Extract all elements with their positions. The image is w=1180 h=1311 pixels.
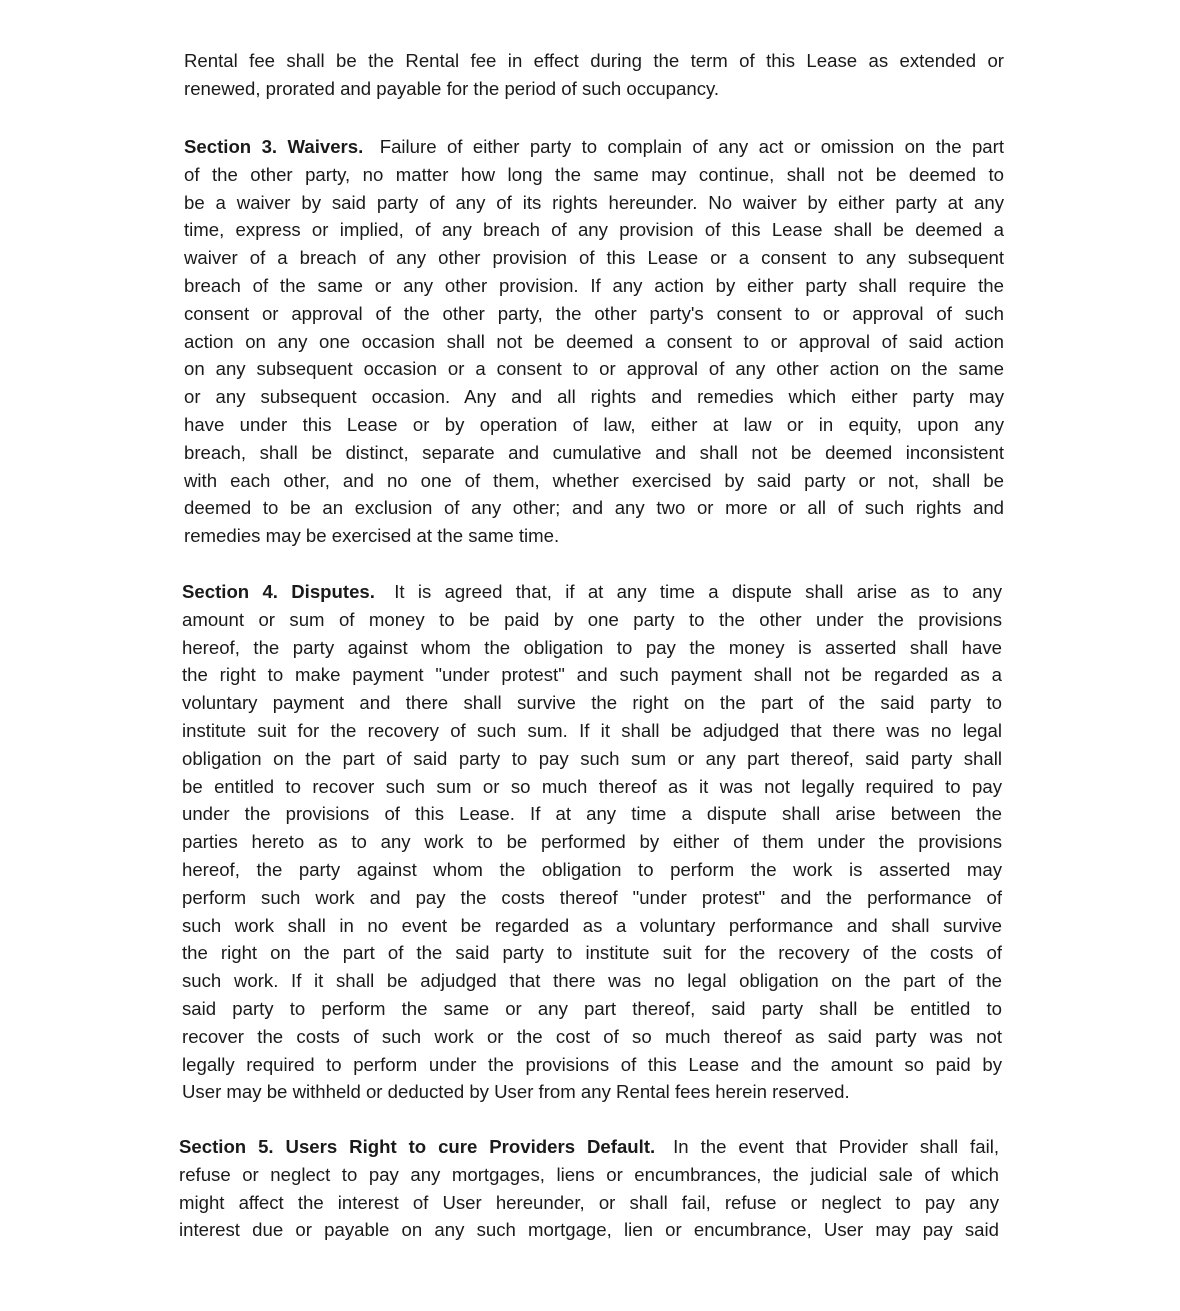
text-line [182,912,1002,940]
section-4-disputes [182,578,1002,1106]
line-text: be entitled to recover such sum or so much thereof as it was not legally required to pay [182,775,1002,797]
text-line [182,967,1002,995]
text-line [182,773,1002,801]
line-text: the right on the part of the said party to institute suit for the recovery of the costs of [182,942,1002,964]
text-line [184,216,1004,244]
line-text: the right to make payment "under protest" and such payment shall not be regarded as a [182,664,1002,686]
line-text: of the other party, no matter how long the same may continue, shall not be deemed to [184,163,1004,185]
line-text: such work. If it shall be adjudged that there was no legal obligation on the part of the [182,970,1002,992]
line-text: or any subsequent occasion. Any and all rights and remedies which either party may [184,386,1004,408]
text-line [184,300,1004,328]
text-line [182,1023,1002,1051]
line-text: obligation on the part of said party to pay such sum or any part thereof, said party shall [182,747,1002,769]
text-line [182,939,1002,967]
text-line [182,828,1002,856]
line-text: renewed, prorated and payable for the period of such occupancy. [184,77,720,99]
text-line [179,1161,999,1189]
text-line [184,522,1004,550]
text-line [182,661,1002,689]
text-line [182,717,1002,745]
line-text: waiver of a breach of any other provision of this Lease or a consent to any subsequent [184,247,1004,269]
line-text: consent or approval of the other party, the other party's consent to or approval of such [184,302,1004,324]
line-text: hereof, the party against whom the obligation to pay the money is asserted shall have [182,636,1002,658]
line-text: perform such work and pay the costs thereof "under protest" and the performance of [182,886,1002,908]
line-text: breach, shall be distinct, separate and cumulative and shall not be deemed inconsistent [184,441,1004,463]
line-text: deemed to be an exclusion of any other; and any two or more or all of such rights and [184,497,1004,519]
text-line [182,1051,1002,1079]
line-text: under the provisions of this Lease. If at any time a dispute shall arise between the [182,803,1002,825]
line-text: amount or sum of money to be paid by one party to the other under the provisions [182,608,1002,630]
line-text: action on any one occasion shall not be deemed a consent to or approval of said action [184,330,1004,352]
text-line [182,606,1002,634]
line-text: hereof, the party against whom the obligation to perform the work is asserted may [182,858,1002,880]
text-line [184,328,1004,356]
line-text: Failure of either party to complain of any act or omission on the part [379,136,1004,157]
text-line [179,1133,999,1161]
text-line [184,189,1004,217]
text-line [182,578,1002,606]
text-line [184,272,1004,300]
text-line [184,355,1004,383]
section-5-users-right-to-cure [179,1133,999,1244]
text-line [182,884,1002,912]
text-line [184,494,1004,522]
text-line [179,1216,999,1244]
line-text: parties hereto as to any work to be performed by either of them under the provisions [182,831,1002,853]
line-text: legally required to perform under the provisions of this Lease and the amount so paid by [182,1053,1002,1075]
line-text: interest due or payable on any such mortgage, lien or encumbrance, User may pay said [179,1219,999,1241]
section-heading: Section 3. Waivers. [184,136,364,157]
line-text: institute suit for the recovery of such sum. If it shall be adjudged that there was no legal [182,719,1002,741]
line-text: said party to perform the same or any part thereof, said party shall be entitled to [182,997,1002,1019]
text-line [182,1078,1002,1106]
line-text: It is agreed that, if at any time a dispute shall arise as to any [394,581,1002,602]
line-text: time, express or implied, of any breach of any provision of this Lease shall be deemed a [184,219,1004,241]
text-line [184,439,1004,467]
line-text: refuse or neglect to pay any mortgages, liens or encumbrances, the judicial sale of which [179,1163,999,1185]
line-text: recover the costs of such work or the cost of so much thereof as said party was not [182,1025,1002,1047]
text-line [184,75,1004,103]
text-line [184,244,1004,272]
line-text: In the event that Provider shall fail, [673,1136,999,1157]
text-line [182,995,1002,1023]
section-3-waivers [184,133,1004,550]
text-line [184,411,1004,439]
line-text: User may be withheld or deducted by User from any Rental fees herein reserved. [182,1081,850,1103]
text-line [184,467,1004,495]
text-line [182,634,1002,662]
text-line [182,745,1002,773]
line-text: such work shall in no event be regarded as a voluntary performance and shall survive [182,914,1002,936]
section-heading: Section 4. Disputes. [182,581,375,602]
text-line [179,1189,999,1217]
line-text: on any subsequent occasion or a consent to or approval of any other action on the same [184,358,1004,380]
line-text: be a waiver by said party of any of its rights hereunder. No waiver by either party at any [184,191,1004,213]
line-text: with each other, and no one of them, whether exercised by said party or not, shall be [184,469,1004,491]
text-line [182,689,1002,717]
line-text: remedies may be exercised at the same time. [184,525,560,547]
text-line [184,383,1004,411]
line-text: have under this Lease or by operation of law, either at law or in equity, upon any [184,413,1004,435]
line-text: might affect the interest of User hereunder, or shall fail, refuse or neglect to pay any [179,1191,999,1213]
text-line [184,47,1004,75]
text-line [184,133,1004,161]
text-line [182,800,1002,828]
section-heading: Section 5. Users Right to cure Providers Default. [179,1136,656,1157]
paragraph-rental-fee-continuation [184,47,1004,103]
line-text: voluntary payment and there shall survive the right on the part of the said party to [182,692,1002,714]
line-text: Rental fee shall be the Rental fee in effect during the term of this Lease as extended or [184,50,1004,71]
text-line [184,161,1004,189]
text-line [182,856,1002,884]
line-text: breach of the same or any other provision. If any action by either party shall require the [184,274,1004,296]
